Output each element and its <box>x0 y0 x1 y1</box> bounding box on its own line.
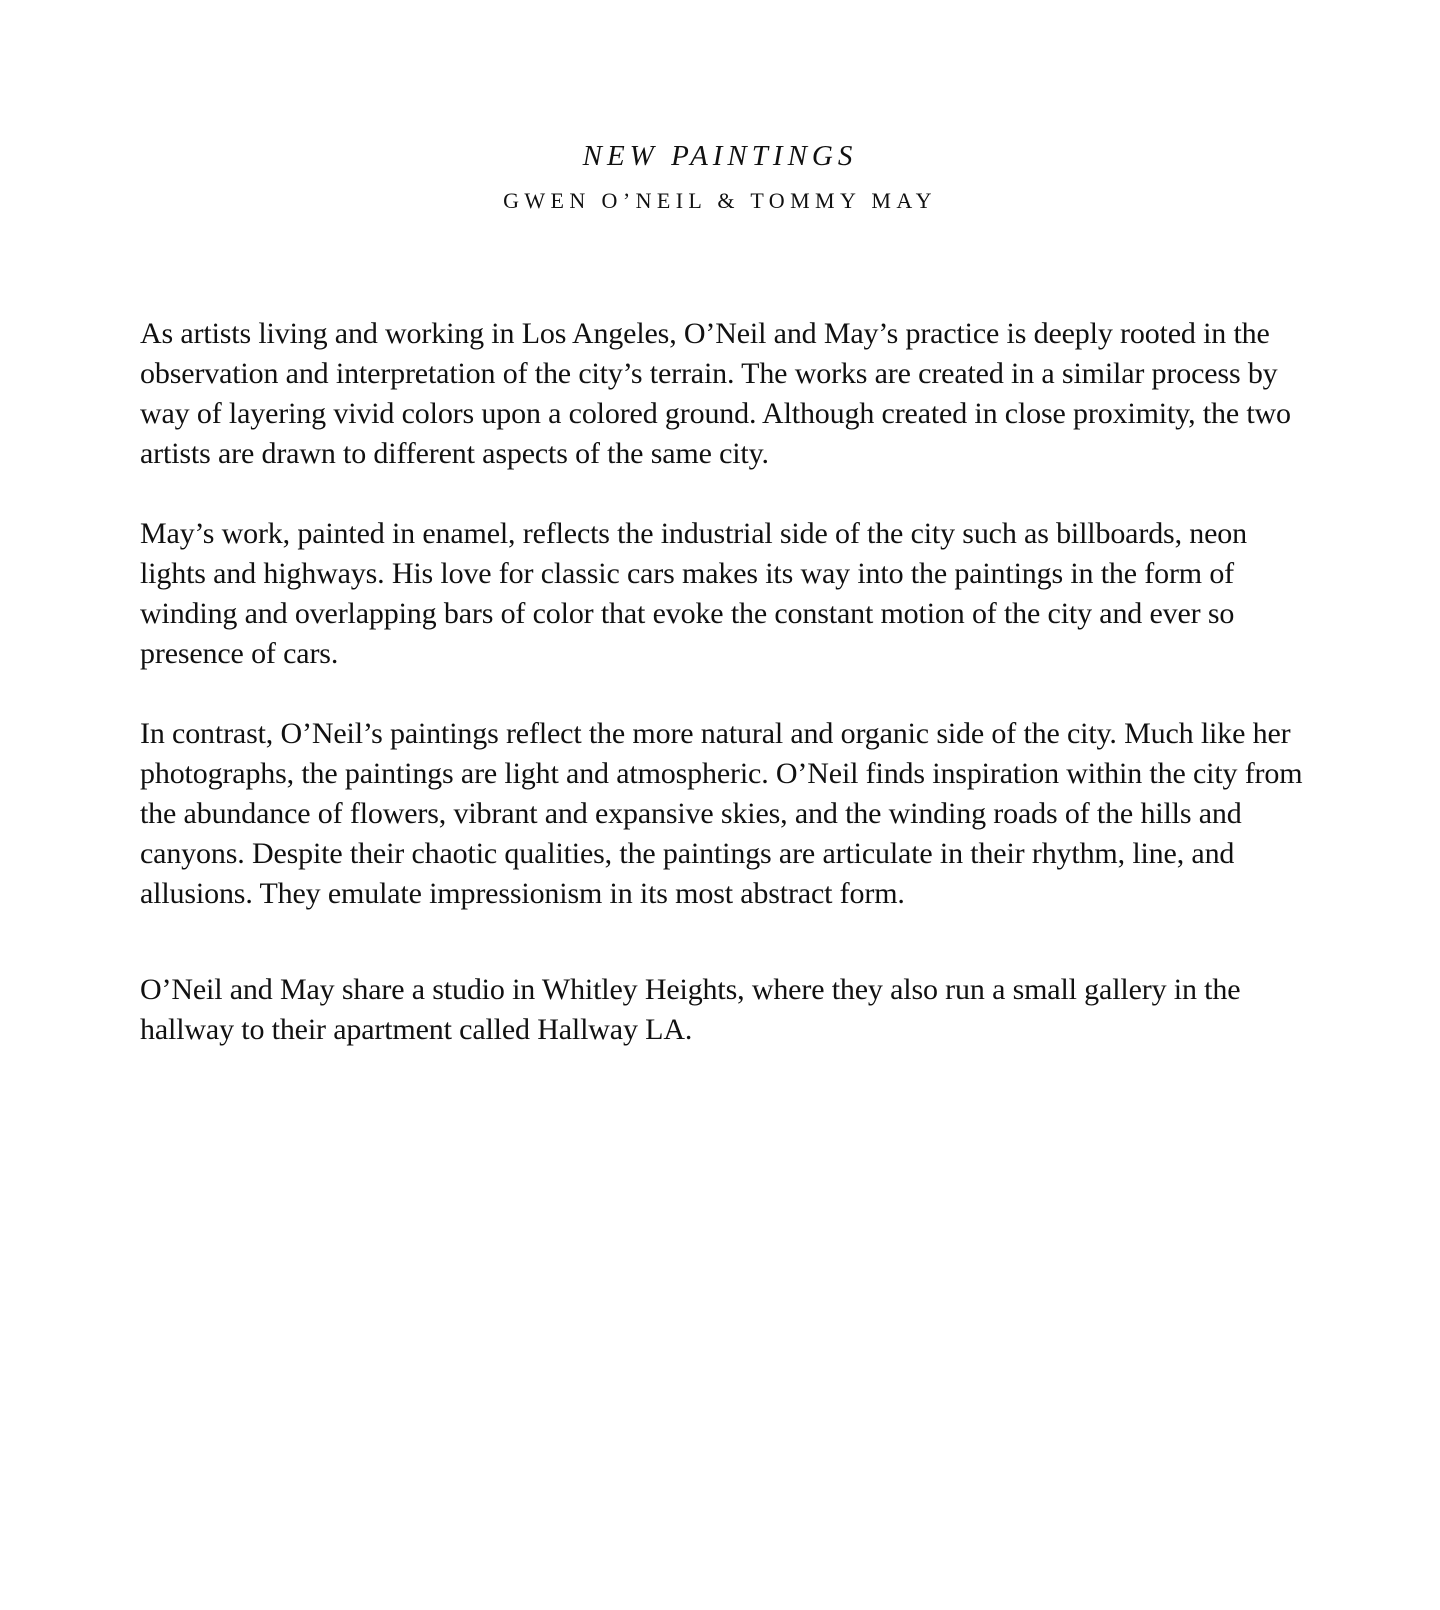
artist-names: GWEN O’NEIL & TOMMY MAY <box>503 188 937 213</box>
press-release-body <box>140 314 1310 1050</box>
exhibition-title: NEW PAINTINGS <box>582 140 858 172</box>
paragraph-intro: As artists living and working in Los Angeles, O’Neil and May’s practice is deeply rooted in the observation and interpretation of the city’s terrain. The works are created in a similar process by way of layering vivid colors upon a colored ground. Although created in close proximity, the two artists are drawn to different aspects of the same city. <box>140 317 1291 470</box>
page-header <box>0 138 1440 215</box>
paragraph-oneil: In contrast, O’Neil’s paintings reflect the more natural and organic side of the city. Much like her photographs, the paintings are light and atmospheric. O’Neil finds inspiration within the city from the abundance of flowers, vibrant and expansive skies, and the winding roads of the hills and canyons. Despite their chaotic qualities, the paintings are articulate in their rhythm, line, and allusions. They emulate impressionism in its most abstract form. <box>140 717 1303 910</box>
paragraph-may: May’s work, painted in enamel, reflects the industrial side of the city such as billboards, neon lights and highways. His love for classic cars makes its way into the paintings in the form of winding and overlapping bars of color that evoke the constant motion of the city and ever so presence of cars. <box>140 517 1247 670</box>
paragraph-studio: O’Neil and May share a studio in Whitley Heights, where they also run a small gallery in the hallway to their apartment called Hallway LA. <box>140 973 1241 1046</box>
